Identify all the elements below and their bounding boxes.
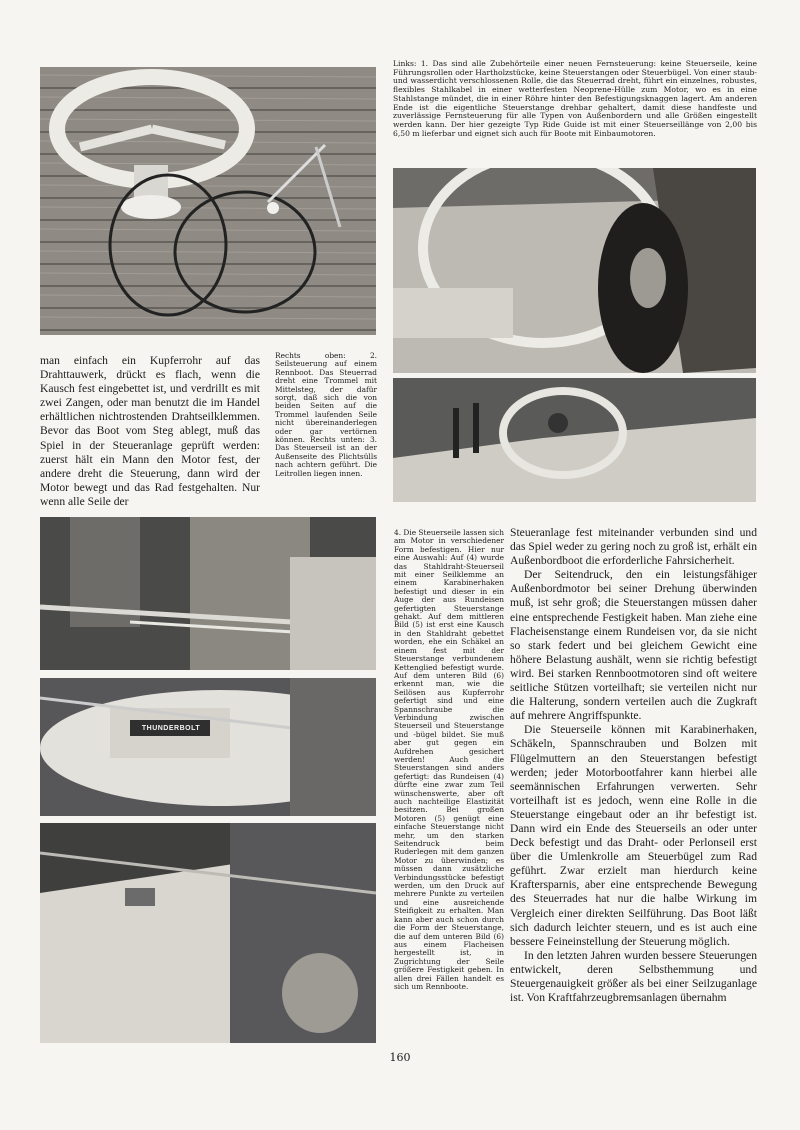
caption-rechts: Rechts oben: 2. Seilsteuerung auf einem Rennboot. Das Steuerrad dreht eine Trommel mit Mittelsteg, der dafür sorgt, daß sich die von beiden Seiten auf die Trommel laufenden Seile nicht übereinanderlegen oder gar vertörnen können. Rechts unten: 3. Das Steuerseil ist an der Außenseite des Plichtsülls nach achtern geführt. Die Leitrollen liegen innen.: [275, 351, 377, 478]
photo-6-turnbuckle: [40, 823, 376, 1043]
paragraph: In den letzten Jahren wurden bessere Steuerungen entwickelt, deren Selbsthemmung und Steuergenauigkeit größer als bei einer Seilzuganlage ist. Von Kraftfahrzeugbremsanlagen übernahm: [510, 948, 757, 1005]
paragraph: Die Steuerseile können mit Karabinerhaken, Schäkeln, Spannschrauben und Bolzen mit Flügelmuttern an den Steuerstangen befestigt werden; jeder Motorbootfahrer kann hierbei alle seemännischen Erfahrungen verwerten. Sehr vorteilhaft ist es jedoch, wenn eine Rolle in die Steuerstange eingebaut oder an ihr befestigt ist. Dann wird ein Ende des Steuerseils an oder unter Deck befestigt und das Draht- oder Perlonseil erst über die Umlenkrolle am Steuerbügel zum Rad geführt. Zwar erzielt man hierdurch keine Kraftersparnis, aber eine entsprechende Bewegung des Steuerrades hat nur die halbe Wirkung im Vergleich einer direkten Seilführung. Das Boot läßt sich dadurch leichter steuern, und es ist auch eine bessere Feineinstellung der Steuerung möglich.: [510, 723, 757, 948]
caption-links: Links: 1. Das sind alle Zubehörteile einer neuen Fernsteuerung: keine Steuerseile, keine Führungsrollen oder Hartholzstücke, keine Steuerstangen oder Steuerbügel. Von einer staub- und wasserdicht verschlossenen Rolle, die das Steuerrad dreht, führt ein einzelnes, robustes, flexibles Stahlkabel in einer wetterfesten Neoprene-Hülle zum Motor, wo es in eine Stahlstange mündet, die in einer Röhre hinter den Befestigungsknaggen lagert. Am anderen Ende ist die eigentliche Steuerstange drehbar gehaltert, damit diese handfeste und zuverlässige Fernsteuerung für alle Typen von Außenbordern und alle Größen eingestellt werden kann. Der hier gezeigte Typ Ride Guide ist mit einer Steuerseillänge von 2,00 bis 6,50 m lieferbar und eignet sich auch für Boote mit Einbaumotoren.: [393, 59, 757, 138]
photo-3-cockpit: [393, 378, 756, 502]
body-text-left: man einfach ein Kupferrohr auf das Drahttauwerk, drückt es flach, wenn die Kausch fest eingebettet ist, und verdrillt es mit zwei Zangen, oder man benutzt die im Handel erhältlichen nichtrostenden Drahtseilklemmen. Bevor das Boot vom Steg ablegt, muß das Spiel in der Steueranlage geprüft werden: zuerst hält ein Mann den Motor fest, der andere dreht die Steuerung, dann wird der Motor bewegt und das Rad festgehalten. Nur wenn alle Seile der: [40, 354, 260, 508]
paragraph: Steueranlage fest miteinander verbunden sind und das Spiel weder zu gering noch zu groß ist, erhält ein Außenbordboot die erforderliche Fahrsicherheit.: [510, 526, 757, 568]
paragraph: Der Seitendruck, den ein leistungsfähiger Außenbordmotor bei seiner Drehung überwinden muß, ist sehr groß; die Steuerstangen müssen daher eine entsprechende Festigkeit haben. Man ziehe eine Flacheisenstange einem Rundeisen vor, da sie nicht so stark federt und bei gleichem Gewicht eine höhere Belastung aushält, wenn sie richtig befestigt wird. Bei starken Rennbootmotoren sind oft weitere seitliche Stützen vorteilhaft; sie verteilen nicht nur die Halterung, sondern verteilen auch die Zugkraft auf mehrere Angriffspunkte.: [510, 568, 757, 723]
page-number: 160: [389, 1051, 411, 1064]
photo-4-rope-clamp: [40, 517, 376, 670]
photo-1-steering-kit: [40, 67, 376, 335]
photo-2-racing-boat-wheel: [393, 168, 756, 373]
photo-5-thunderbolt-motor: [40, 678, 376, 816]
thunderbolt-label: THUNDERBOLT: [141, 725, 201, 732]
caption-4: 4. Die Steuerseile lassen sich am Motor in verschiedener Form befestigen. Hier nur eine Auswahl: Auf (4) wurde das Stahldraht-Steuerseil mit einer Seilklemme an einem Karabinerhaken befestigt und dieser in ein Auge der aus Rundeisen gefertigten Steuerstange gehakt. Auf dem mittleren Bild (5) ist erst eine Kausch in den Stahldraht gebettet worden, ehe ein Schäkel an einem fest mit der Steuerstange verbundenem Kettenglied befestigt wurde. Auf dem unteren Bild (6) erkennt man, wie die Seilösen aus Kupferrohr gefertigt sind und eine Spannschraube die Verbindung zwischen Steuerseil und Steuerstange und -bügel bildet. Sie muß aber gut gegen ein Aufdrehen gesichert werden! Auch die Steuerstangen sind anders gefertigt: das Rundeisen (4) dürfte eine zwar zum Teil wünschenswerte, aber oft auch nachteilige Elastizität besitzen. Bei großen Motoren (5) genügt eine einfache Steuerstange nicht mehr, um den starken Seitendruck beim Ruderlegen mit dem ganzen Motor zu überwinden; es müssen dann zusätzliche Verbindungsstücke befestigt werden, um den Druck auf mehrere Punkte zu verteilen und eine ausreichende Steifigkeit zu erhalten. Man kann aber auch schon durch die Form der Steuerstange, die auf dem unteren Bild (6) aus einem Flacheisen hergestellt ist, in Zugrichtung der Seile größere Festigkeit geben. In allen drei Fällen handelt es sich um Rennboote.: [394, 528, 504, 991]
body-text-right: [510, 526, 757, 1005]
